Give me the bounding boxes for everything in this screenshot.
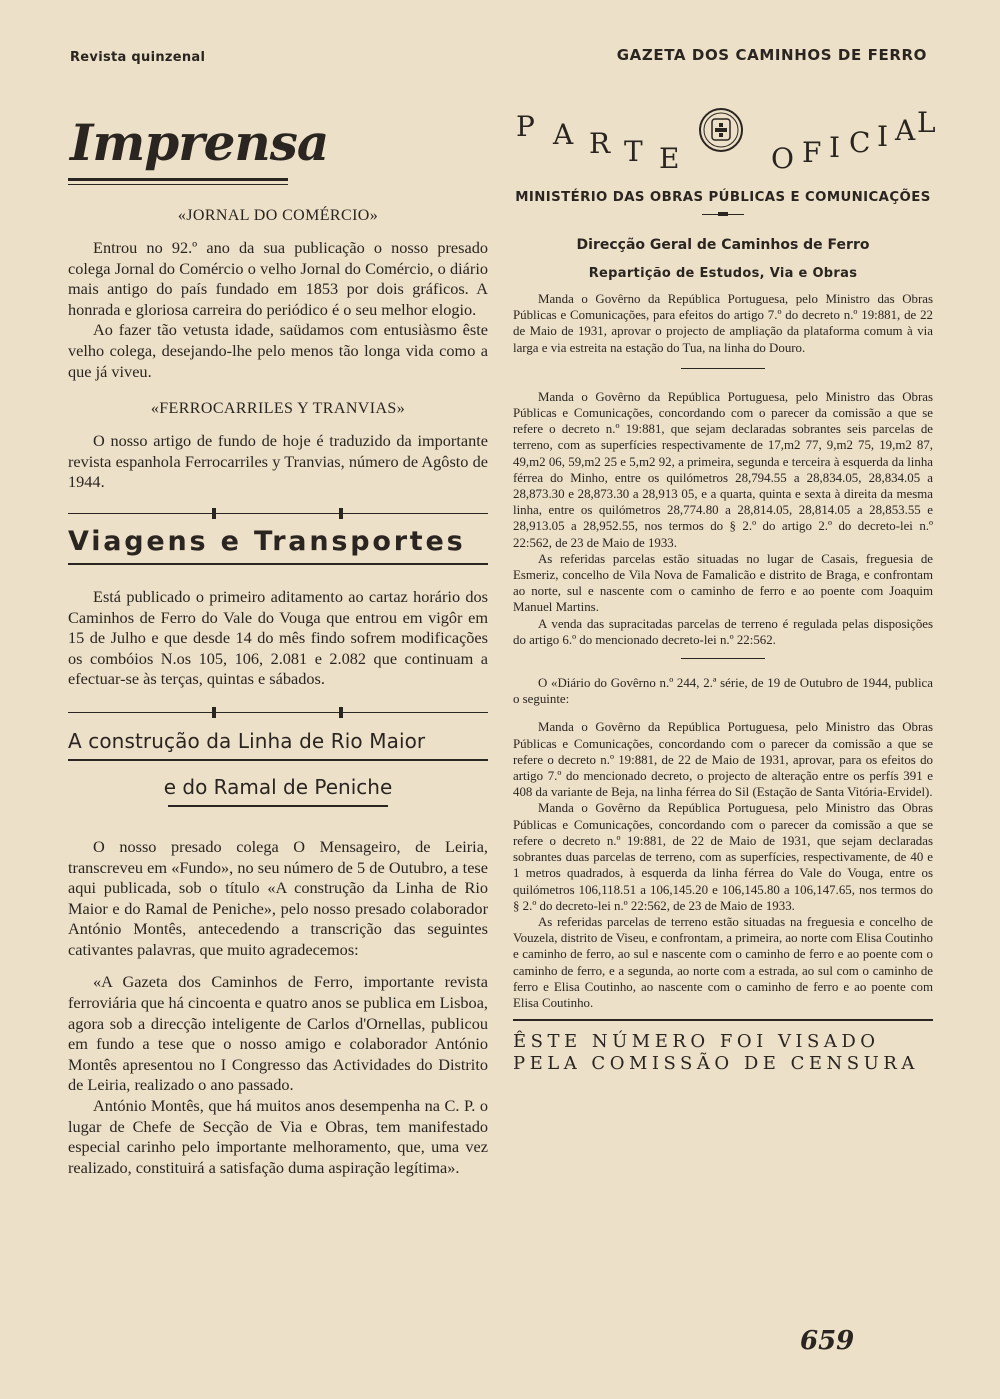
right-column [513, 100, 939, 1075]
parte-letter: R [589, 127, 614, 160]
imprensa-rule-thin [68, 184, 288, 185]
parte-letter: P [516, 110, 538, 143]
separator-mark [212, 508, 216, 519]
censorship-notice-line-1: ÊSTE NÚMERO FOI VISADO [513, 1031, 880, 1053]
peniche-underline [168, 805, 388, 807]
parte-letter: T [624, 135, 646, 168]
decree-paragraph-3: As referidas parcelas estão situadas no lugar de Casais, freguesia de Esmeriz, concelho de Vila Nova de Famalicão e distrito de Braga, e confrontam ao norte, sul e nascente com o caminho de ferro e ao poente com Joaquim Manuel Martins. [513, 551, 933, 615]
decree-paragraph-6: Manda o Govêrno da República Portuguesa, pelo Ministro das Obras Públicas e Comunicações, concordando com o parecer da comissão a que se refere o decreto n.º 19:881, de 22 de Maio de 1931, aprovar, para os efeitos do artigo 7.º do mencionado decreto, o projecto de alteração entre os perfís 391 e 408 da variante de Beja, na linha férrea do Sil (Estação de Santa Vitória-Ervidel). [513, 720, 933, 800]
parte-letter: A [553, 118, 577, 151]
jornal-heading: «JORNAL DO COMÉRCIO» [177, 207, 379, 224]
oficial-letter: A [895, 114, 919, 147]
construcao-paragraph-2: «A Gazeta dos Caminhos de Ferro, importante revista ferroviária que há cincoenta e quatro anos se publica em Lisboa, agora sob a direcção inteligente de Carlos d'Ornellas, publicou em fundo a tese que o nosso amigo e colaborador António Montês apresentou no I Congresso das Actividades do Distrito de Leiria, realizado o ano passado. [68, 972, 488, 1095]
oficial-letter: C [849, 126, 874, 159]
imprensa-rule-thick [68, 178, 288, 181]
decree-paragraph-2: Manda o Govêrno da República Portuguesa, pelo Ministro das Obras Públicas e Comunicações, concordando com o parecer da comissão a que se refere o decreto n.º 19:881, que sejam declaradas sobrantes seis parcelas de terreno, com as superfícies respectivamente de 17,m2 77, 9,m2 75, 19,m2 87, 49,m2 06, 59,m2 25 e 5,m2 92, a primeira, segunda e terceira à esquerda da linha férrea do Minho, entre os quilómetros 28,794.55 a 28,834.05, 28,834.05 a 28,873.30 e 28,873.30 a 28,913 05, e a quarta, quinta e sexta à direita da mesma linha, entre os quilómetros 28,774.80 a 28,814.05, 28,814.05 a 28,853.55 e 28,913.05 a 28,952.55, nos termos do § 2.º do artigo 2.º do decreto-lei n.º 22:562, de 23 de Maio de 1933. [513, 389, 933, 550]
oficial-letter: F [802, 136, 825, 169]
separator-mark [339, 707, 343, 718]
ministerio-heading: MINISTÉRIO DAS OBRAS PÚBLICAS E COMUNICAÇÕES [515, 190, 931, 205]
construcao-title-line-1: A construção da Linha de Rio Maior [68, 728, 426, 753]
decree-paragraph-1: Manda o Govêrno da República Portuguesa, pelo Ministro das Obras Públicas e Comunicações, para efeitos do artigo 7.º do decreto n.º 19:881, de 22 de Maio de 1931, aprovar o projecto de ampliação da plataforma comum à via larga e via estreita na estação do Tua, na linha do Douro. [513, 292, 933, 355]
reparticao-heading: Repartição de Estudos, Via e Obras [588, 266, 858, 281]
construcao-underline [68, 759, 488, 761]
censorship-rule [513, 1019, 933, 1021]
jornal-paragraph-1: Entrou no 92.º ano da sua publicação o nosso presado colega Jornal do Comércio o velho Jornal do Comércio, o diário mais antigo do país fundado em 1853 por dois gráficos. A honrada e gloriosa carreira do periódico é o seu melhor elogio. [68, 238, 488, 319]
decree-paragraph-7: Manda o Govêrno da República Portuguesa, pelo Ministro das Obras Públicas e Comunicações, concordando com o parecer da comissão a que se refere o decreto n.º 19:881, de 22 de Maio de 1931, que sejam declaradas sobrantes duas parcelas de terreno, com as superfícies, respectivamente, de 40 e 1 metros quadrados, à esquerda da linha férrea do Vale do Vouga, entre os quilómetros 106,118.51 a 106,145.20 e 106,145.80 a 106,147.65, nos termos do § 2.º do decreto-lei n.º 22:562, de 23 de Maio de 1933. [513, 801, 933, 913]
parte-letter: E [659, 142, 683, 175]
imprensa-title: Imprensa [70, 113, 329, 172]
construcao-title-line-2: e do Ramal de Peniche [163, 774, 393, 799]
decree-paragraph-8: As referidas parcelas de terreno estão situadas na freguesia e concelho de Vouzela, distrito de Viseu, e confrontam, a primeira, ao norte com Elisa Coutinho e caminho de ferro, ao sul e nascente com o caminho de ferro e ao poente com o caminho de ferro, e a segunda, ao norte com a estrada, ao sul com o caminho de ferro e Elisa Coutinho, ao nascente com o caminho de ferro e ao poente com Elisa Coutinho. [513, 914, 933, 1010]
short-rule [681, 368, 765, 369]
jornal-paragraph-2: Ao fazer tão vetusta idade, saüdamos com entusiàsmo êste velho colega, desejando-lhe pelo menos tão longa vida como a que já viveu. [68, 320, 488, 381]
oficial-letter: I [829, 131, 844, 164]
diario-intro: O «Diário do Govêrno n.º 244, 2.ª série, de 19 de Outubro de 1944, publica o seguinte: [513, 676, 933, 707]
oficial-letter: O [771, 142, 797, 175]
header-right: GAZETA DOS CAMINHOS DE FERRO [616, 46, 927, 64]
separator-mark [339, 508, 343, 519]
direccao-heading: Direcção Geral de Caminhos de Ferro [576, 237, 870, 253]
construcao-paragraph-3: António Montês, que há muitos anos desempenha na C. P. o lugar de Chefe de Secção de Via e Obras, tem manifestado especial carinho pelo importante melhoramento, que, uma vez realizado, constituirá a satisfação duma aspiração legítima». [68, 1096, 488, 1177]
page-number: 659 [800, 1326, 855, 1356]
left-column [68, 100, 488, 1178]
portuguese-coat-of-arms-icon [697, 106, 745, 154]
section-separator [68, 513, 488, 514]
construcao-paragraph-1: O nosso presado colega O Mensageiro, de Leiria, transcreveu em «Fundo», no seu número de 5 de Outubro, a tese aqui publicada, sob o título «A construção da Linha de Rio Maior e do Ramal de Peniche», pelo nosso presado colaborador António Montês, antecedendo a transcrição das seguintes cativantes palavras, que muito agradecemos: [68, 836, 488, 959]
ferro-heading: «FERROCARRILES Y TRANVIAS» [150, 400, 406, 418]
short-rule [681, 658, 765, 659]
viagens-paragraph: Está publicado o primeiro aditamento ao cartaz horário dos Caminhos de Ferro do Vale do Vouga que entrou em vigôr em 15 de Julho e que desde 14 do mês findo sofrem modificações os combóios N.os 105, 106, 2.081 e 2.082 que continuam a efectuar-se às terças, quintas e sábados. [68, 586, 488, 689]
decree-paragraph-4: A venda das supracitadas parcelas de terreno é regulada pelas disposições do artigo 6.º do mencionado decreto-lei n.º 22:562. [513, 616, 933, 647]
header-left: Revista quinzenal [70, 50, 206, 65]
section-separator [68, 712, 488, 713]
oficial-letter: L [917, 106, 939, 139]
ferro-paragraph: O nosso artigo de fundo de hoje é traduzido da importante revista espanhola Ferrocarriles y Tranvias, número de Agôsto de 1944. [68, 431, 488, 492]
viagens-underline [68, 563, 488, 565]
censorship-notice-line-2: PELA COMISSÃO DE CENSURA [513, 1053, 919, 1075]
oficial-letter: I [877, 120, 892, 153]
viagens-title: Viagens e Transportes [68, 525, 466, 557]
ornament-divider [513, 209, 933, 219]
parte-oficial-title [513, 100, 939, 180]
separator-mark [212, 707, 216, 718]
